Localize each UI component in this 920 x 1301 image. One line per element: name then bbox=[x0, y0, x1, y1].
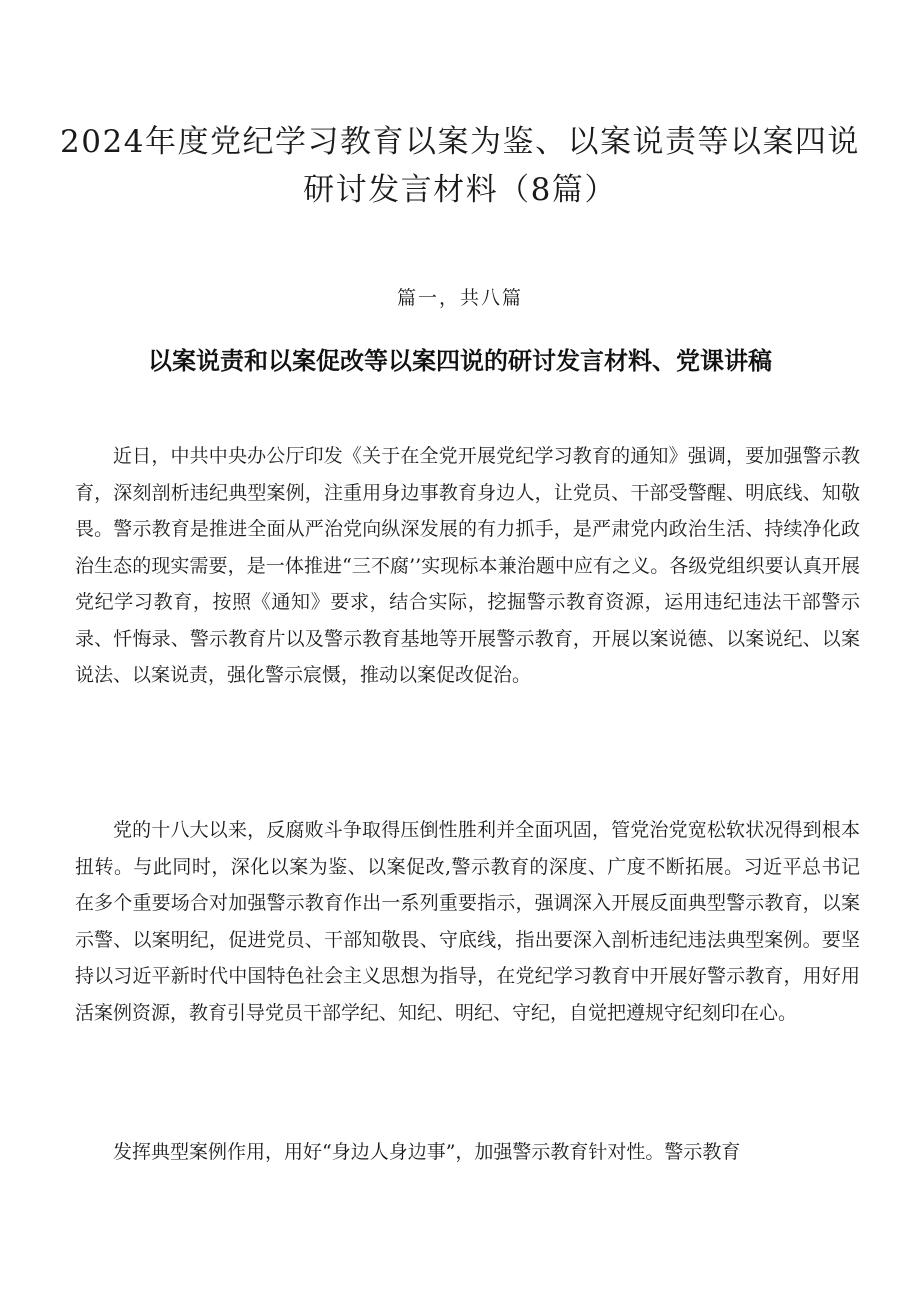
body-paragraph: 近日，中共中央办公厅印发《关于在全党开展党纪学习教育的通知》强调，要加强警示教育，深刻剖析违纪典型案例，注重用身边事教育身边人，让党员、干部受警醒、明底线、知敬畏。警示教育是推进全面从严治党向纵深发展的有力抓手，是严肃党内政治生活、持续净化政治生态的现实需要，是一体推进“三不腐’’实现标本兼治题中应有之义。各级党组织要认真开展党纪学习教育，按照《通知》要求，结合实际，挖掘警示教育资源，运用违纪违法干部警示录、忏悔录、警示教育片以及警示教育基地等开展警示教育，开展以案说德、以案说纪、以案说法、以案说责，强化警示宸慑，推动以案促改促治。 bbox=[75, 445, 860, 686]
body-paragraph: 发挥典型案例作用，用好“身边人身边事”，加强警示教育针对性。警示教育 bbox=[113, 1141, 741, 1163]
body-paragraph: 党的十八大以来，反腐败斗争取得压倒性胜利并全面巩固，管党治党宽松软状况得到根本扭转。与此同时，深化以案为鉴、以案促改,警示教育的深度、广度不断拓展。习近平总书记在多个重要场合对加强警示教育作出一系列重要指示，强调深入开展反面典型警示教育，以案示警、以案明纪，促进党员、干部知敬畏、守底线，指出要深入剖析违纪违法典型案例。要坚持以习近平新时代中国特色社会主义思想为指导，在党纪学习教育中开展好警示教育，用好用活案例资源，教育引导党员干部学纪、知纪、明纪、守纪，自觉把遵规守纪刻印在心。 bbox=[75, 819, 860, 1024]
article-subtitle: 以案说责和以案促改等以案四说的研讨发言材料、党课讲稿 bbox=[148, 347, 772, 375]
section-label: 篇一，共八篇 bbox=[396, 287, 523, 309]
document-title: 2024年度党纪学习教育以案为鉴、以案说责等以案四说研讨发言材料（8篇） bbox=[60, 124, 860, 208]
